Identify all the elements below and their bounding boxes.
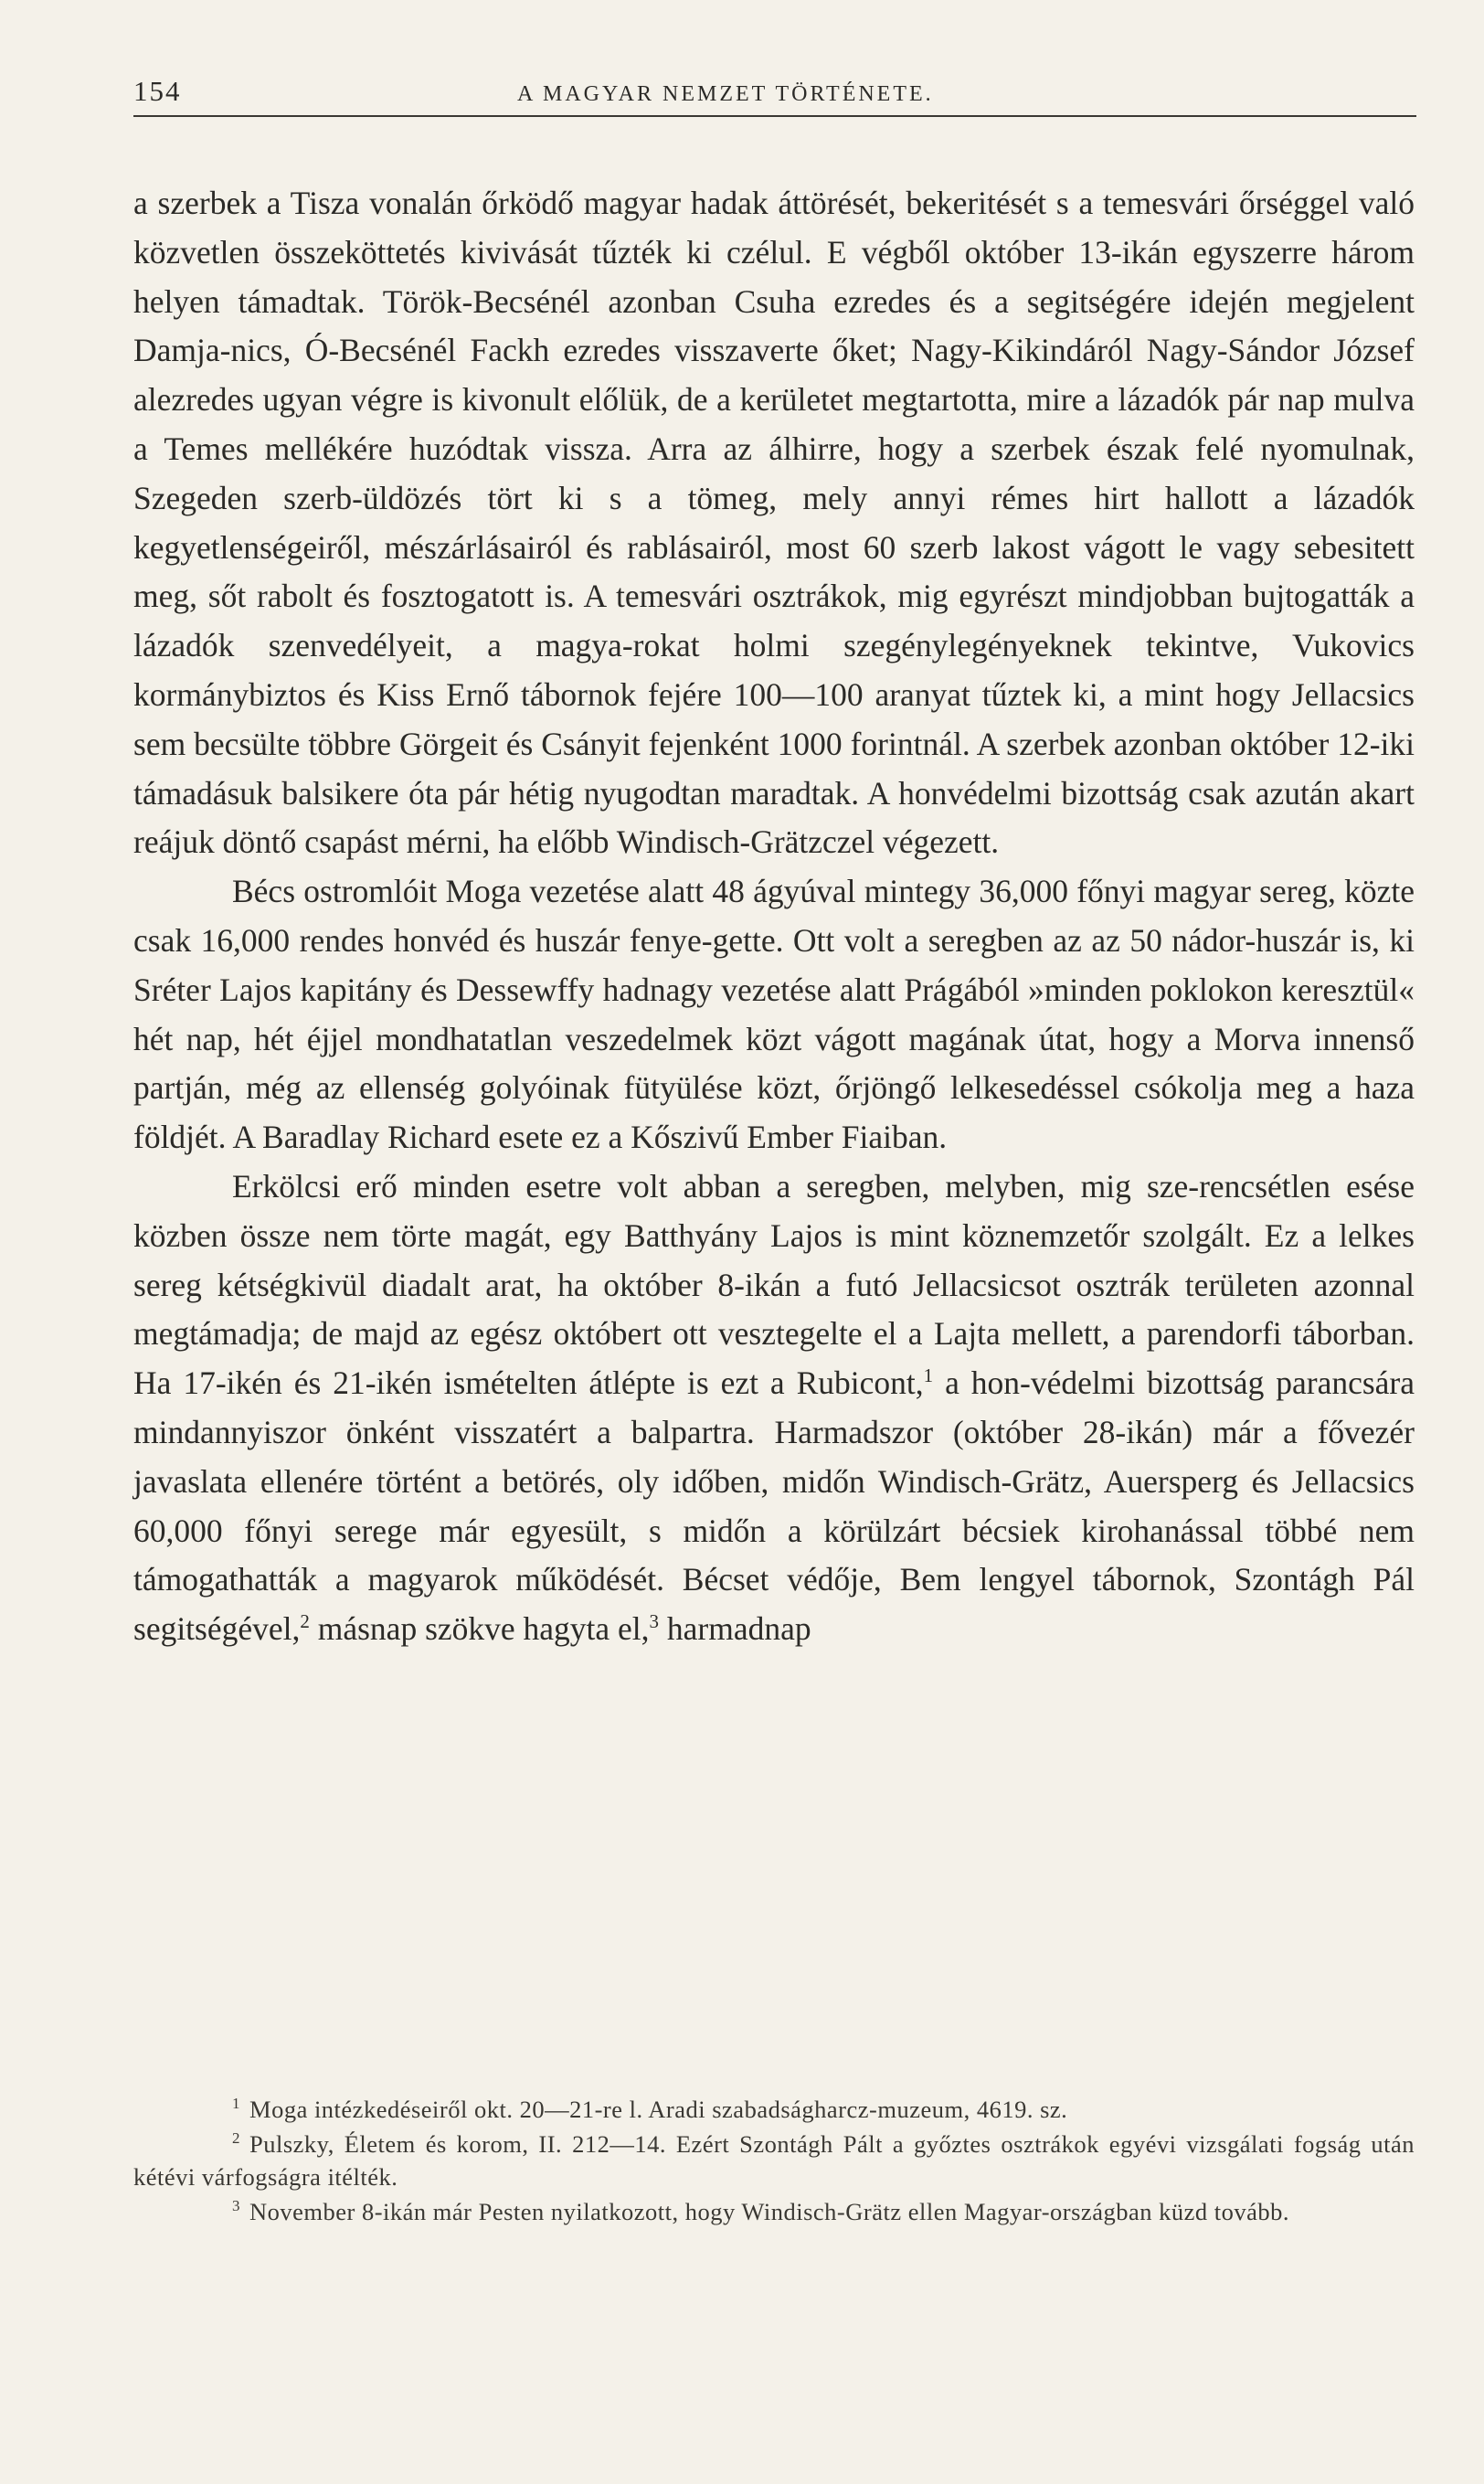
- paragraph-text: Erkölcsi erő minden esetre volt abban a seregben, melyben, mig sze-rencsétlen esése közben össze nem törte magát, egy Batthyány Lajos is mint köznemzetőr szolgált. Ez a lelkes sereg kétségkivül diadalt arat, ha október 8-ikán a futó Jellacsicsot osztrák területen azonnal megtámadja; de majd az egész októbert ott vesztegelte el a Lajta mellett, a parendorfi táborban. Ha 17-ikén és 21-ikén ismételten átlépte is ezt a Rubicont,: [133, 1167, 1415, 1402]
- footnote: [133, 2093, 1415, 2127]
- footnote-number: 2: [232, 2128, 240, 2147]
- footnote-text: Pulszky, Életem és korom, II. 212—14. Ezért Szontágh Pált a győztes osztrákok egyévi vizsgálati fogság után kétévi várfogságra itélték.: [133, 2129, 1415, 2191]
- footnote-reference: 1: [923, 1364, 934, 1387]
- footnote-reference: 3: [649, 1610, 660, 1633]
- paragraph-text: a szerbek a Tisza vonalán őrködő magyar hadak áttörését, bekeritését s a temesvári őrséggel való közvetlen összeköttetés kivivását tűzték ki czélul. E végből október 13-ikán egyszerre három helyen támadtak. Török-Becsénél azonban Csuha ezredes és a segitségére idején megjelent Damja-nics, Ó-Becsénél Fackh ezredes visszaverte őket; Nagy-Kikindáról Nagy-Sándor József alezredes ugyan végre is kivonult előlük, de a kerületet megtartotta, mire a lázadók pár nap mulva a Temes mellékére huzódtak vissza. Arra az álhirre, hogy a szerbek észak felé nyomulnak, Szegeden szerb-üldözés tört ki s a tömeg, mely annyi rémes hirt hallott a lázadók kegyetlenségeiről, mészárlásairól és rablásairól, most 60 szerb lakost vágott le vagy sebesitett meg, sőt rabolt és fosztogatott is. A temesvári osztrákok, mig egyrészt mindjobban bujtogatták a lázadók szenvedélyeit, a magya-rokat holmi szegénylegényeknek tekintve, Vukovics kormánybiztos és Kiss Ernő tábornok fejére 100—100 aranyat tűztek ki, a mint hogy Jellacsics sem becsülte többre Görgeit és Csányit fejenként 1000 forintnál. A szerbek azonban október 12-iki támadásuk balsikere óta pár hétig nyugodtan maradtak. A honvédelmi bizottság csak azután akart reájuk döntő csapást mérni, ha előbb Windisch-Grätzczel végezett.: [133, 185, 1415, 861]
- page-header: [133, 68, 1416, 117]
- footnote-number: 1: [232, 2095, 240, 2113]
- footnote: [133, 2128, 1415, 2194]
- footnote-text: Moga intézkedéseiről okt. 20—21-re l. Aradi szabadságharcz-muzeum, 4619. sz.: [249, 2096, 1068, 2123]
- paragraph-text: másnap szökve hagyta el,: [309, 1610, 650, 1648]
- paragraph-text: a hon-védelmi bizottság parancsára mindannyiszor önként visszatért a balpartra. Harmadszor (október 28-ikán) már a fővezér javaslata ellenére történt a betörés, oly időben, midőn Windisch-Grätz, Auersperg és Jellacsics 60,000 főnyi serege már egyesült, s midőn a körülzárt bécsiek kirohanással többé nem támogathatták a magyarok működését. Bécset védője, Bem lengyel tábornok, Szontágh Pál segitségével,: [133, 1364, 1415, 1648]
- paragraph-text: Bécs ostromlóit Moga vezetése alatt 48 ágyúval mintegy 36,000 főnyi magyar sereg, közte csak 16,000 rendes honvéd és huszár fenye-gette. Ott volt a seregben az az 50 nádor-huszár is, ki Sréter Lajos kapitány és Dessewffy hadnagy vezetése alatt Prágából »minden poklokon keresztül« hét nap, hét éjjel mondhatatlan veszedelmek közt vágott magának útat, hogy a Morva innenső partján, még az ellenség golyóinak fütyülése közt, őrjöngő lelkesedéssel csókolja meg a haza földjét. A Baradlay Richard esete ez a Kőszivű Ember Fiaiban.: [133, 873, 1415, 1156]
- main-text: [133, 179, 1415, 1654]
- footnote: [133, 2195, 1415, 2229]
- footnote-number: 3: [232, 2196, 240, 2214]
- footnote-reference: 2: [300, 1610, 310, 1633]
- running-title: A MAGYAR NEMZET TÖRTÉNETE.: [517, 82, 934, 106]
- paragraph: [133, 179, 1415, 867]
- footnote-text: November 8-ikán már Pesten nyilatkozott, hogy Windisch-Grätz ellen Magyar-országban küzd tovább.: [249, 2197, 1289, 2225]
- page-number: 154: [133, 75, 182, 107]
- footnotes: [133, 2093, 1415, 2229]
- paragraph: [133, 1162, 1415, 1654]
- paragraph-text: harmadnap: [659, 1610, 811, 1648]
- paragraph: [133, 867, 1415, 1162]
